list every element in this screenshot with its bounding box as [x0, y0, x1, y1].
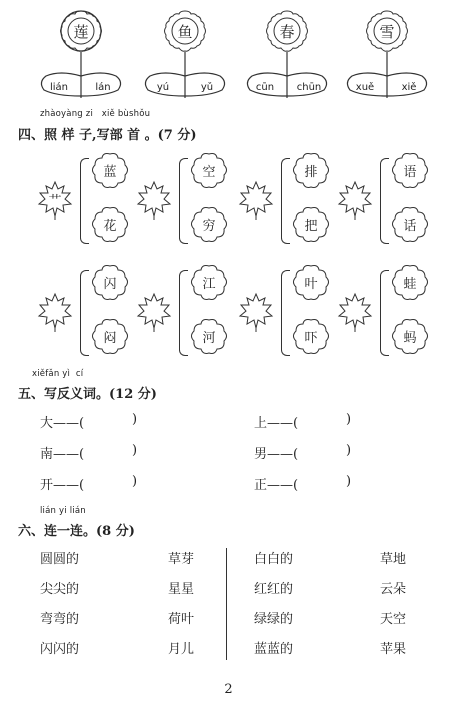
match-item[interactable]: 草地 — [380, 552, 407, 567]
match-item[interactable]: 天空 — [380, 612, 407, 627]
flower-right-pinyin: lán — [95, 82, 111, 93]
section4-pinyin: zhàoyàng zi xiě bùshǒu — [40, 109, 151, 119]
radical-char-bottom: 把 — [304, 218, 318, 234]
radical-answer[interactable] — [36, 296, 74, 326]
radical-answer[interactable]: 艹 — [48, 193, 62, 209]
match-right-col1 — [254, 548, 334, 668]
bracket — [380, 158, 389, 244]
page-number: 2 — [224, 682, 233, 697]
radical-char-bottom: 闷 — [103, 330, 117, 346]
antonym-row — [40, 412, 200, 443]
bracket — [179, 158, 188, 244]
radical-char-top: 叶 — [304, 276, 318, 292]
antonym-row — [40, 443, 200, 474]
antonym-dash: ——( — [267, 416, 299, 431]
radical-char-top: 江 — [202, 276, 216, 292]
radical-answer[interactable] — [135, 296, 173, 326]
match-left-col2 — [168, 548, 228, 668]
antonym-row — [254, 412, 414, 443]
radical-char-top: 空 — [202, 164, 216, 180]
antonym-right-col — [254, 412, 414, 505]
radical-char-bottom: 花 — [103, 218, 117, 234]
radical-group — [36, 148, 136, 256]
section5-title: 五、写反义词。(12 分) — [18, 387, 157, 402]
radical-answer[interactable] — [336, 296, 374, 326]
match-item[interactable]: 闪闪的 — [40, 642, 80, 657]
radical-char-top: 排 — [304, 164, 318, 180]
antonym-row — [254, 443, 414, 474]
match-divider — [226, 548, 227, 660]
bracket — [179, 270, 188, 356]
antonym-answer-close: ) — [346, 474, 352, 489]
match-left-col1 — [40, 548, 120, 668]
section6-pinyin: lián yi lián — [40, 506, 86, 516]
bracket — [80, 158, 89, 244]
radical-char-top: 蓝 — [103, 164, 117, 180]
antonym-word: 上 — [254, 416, 268, 431]
antonym-left-col — [40, 412, 200, 505]
flower-item — [342, 8, 432, 98]
antonym-answer-close: ) — [346, 412, 352, 427]
radical-char-bottom: 穷 — [202, 218, 216, 234]
radical-answer[interactable] — [237, 184, 275, 214]
antonym-word: 男 — [254, 447, 268, 462]
antonym-row — [254, 474, 414, 505]
flower-item — [242, 8, 332, 98]
radical-group — [336, 260, 436, 368]
match-item[interactable]: 红红的 — [254, 582, 294, 597]
flower-char: 春 — [279, 22, 295, 41]
match-item[interactable]: 草芽 — [168, 552, 195, 567]
antonym-answer-close: ) — [132, 443, 138, 458]
bracket — [80, 270, 89, 356]
antonym-word: 南 — [40, 447, 54, 462]
match-item[interactable]: 弯弯的 — [40, 612, 80, 627]
radical-group — [237, 148, 337, 256]
flower-row — [0, 0, 457, 100]
flower-left-pinyin: lián — [49, 82, 69, 93]
flower-char: 莲 — [73, 22, 89, 41]
radical-answer[interactable] — [237, 296, 275, 326]
antonym-word: 开 — [40, 478, 54, 493]
antonym-word: 大 — [40, 416, 54, 431]
radical-group — [36, 260, 136, 368]
antonym-dash: ——( — [267, 447, 299, 462]
radical-char-bottom: 河 — [202, 330, 216, 346]
antonym-word: 正 — [254, 478, 268, 493]
match-item[interactable]: 蓝蓝的 — [254, 642, 294, 657]
match-item[interactable]: 苹果 — [380, 642, 407, 657]
radical-grid — [0, 148, 457, 368]
flower-left-pinyin: yú — [156, 82, 170, 93]
match-item[interactable]: 尖尖的 — [40, 582, 80, 597]
radical-group — [135, 148, 235, 256]
antonym-answer-close: ) — [132, 412, 138, 427]
section5-pinyin: xiěfǎn yì cí — [32, 369, 84, 379]
radical-char-bottom: 话 — [403, 218, 417, 234]
radical-group — [135, 260, 235, 368]
antonym-dash: ——( — [53, 416, 85, 431]
flower-left-pinyin: xuě — [355, 82, 375, 93]
radical-answer[interactable] — [135, 184, 173, 214]
radical-char-bottom: 吓 — [304, 330, 318, 346]
flower-right-pinyin: chūn — [296, 82, 322, 93]
flower-left-pinyin: cūn — [255, 82, 275, 93]
match-item[interactable]: 云朵 — [380, 582, 407, 597]
antonym-answer-close: ) — [346, 443, 352, 458]
antonym-answer-close: ) — [132, 474, 138, 489]
antonym-dash: ——( — [53, 447, 85, 462]
bracket — [281, 158, 290, 244]
match-item[interactable]: 白白的 — [254, 552, 294, 567]
bracket — [281, 270, 290, 356]
antonym-dash: ——( — [267, 478, 299, 493]
section6-title: 六、连一连。(8 分) — [18, 524, 135, 539]
flower-right-pinyin: yǔ — [200, 82, 214, 93]
antonym-dash: ——( — [53, 478, 85, 493]
section4-title: 四、照 样 子,写部 首 。(7 分) — [18, 128, 197, 143]
radical-char-top: 语 — [403, 164, 417, 180]
flower-item — [36, 8, 126, 98]
radical-group — [237, 260, 337, 368]
match-item[interactable]: 绿绿的 — [254, 612, 294, 627]
match-item[interactable]: 月儿 — [168, 642, 195, 657]
match-item[interactable]: 圆圆的 — [40, 552, 80, 567]
radical-answer[interactable] — [336, 184, 374, 214]
flower-char: 鱼 — [177, 22, 193, 41]
flower-item — [140, 8, 230, 98]
match-item[interactable]: 荷叶 — [168, 612, 195, 627]
radical-char-top: 蛙 — [403, 276, 417, 292]
match-item[interactable]: 星星 — [168, 582, 195, 597]
flower-char: 雪 — [379, 22, 395, 41]
radical-group — [336, 148, 436, 256]
bracket — [380, 270, 389, 356]
radical-char-top: 闪 — [103, 276, 117, 292]
match-right-col2 — [380, 548, 440, 668]
radical-char-bottom: 蚂 — [403, 330, 417, 346]
antonym-row — [40, 474, 200, 505]
flower-right-pinyin: xiě — [401, 82, 417, 93]
